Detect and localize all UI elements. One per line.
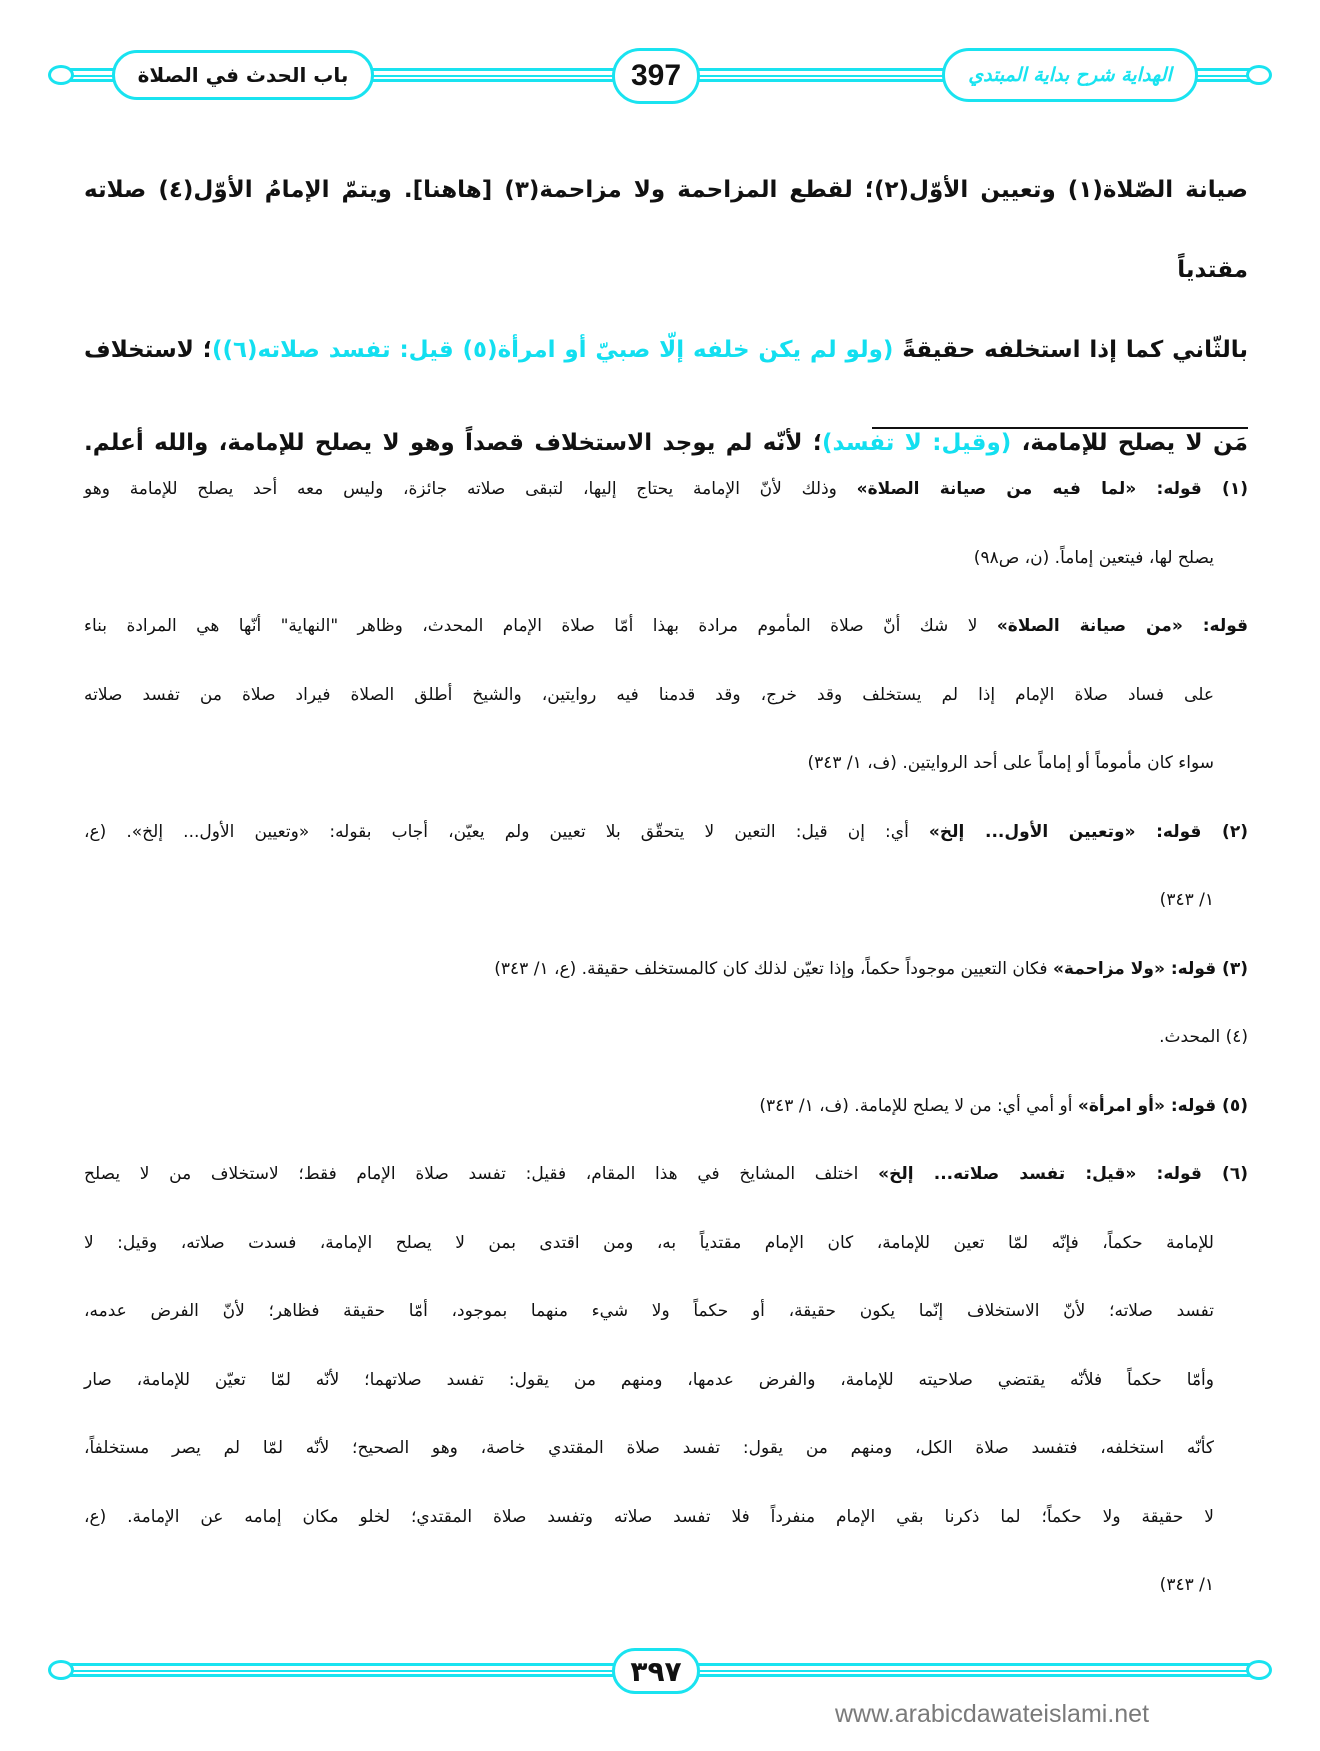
footnote-text: اختلف المشايخ في هذا المقام، فقيل: تفسد صلاة الإمام فقط؛ لاستخلاف من لا يصلح (84, 1164, 879, 1184)
footnote-line (84, 1560, 1248, 1629)
footnote-line (84, 670, 1248, 739)
footnote-text: (٤) المحدث. (1159, 1027, 1248, 1047)
footnote-line (84, 601, 1248, 670)
footnote-line (84, 1355, 1248, 1424)
footnote-line (84, 1492, 1248, 1561)
footnote-line (84, 944, 1248, 1013)
footnote-line (84, 533, 1248, 602)
footnote-line (84, 807, 1248, 876)
footnote-lemma: (١) قوله: «لما فيه من صيانة الصلاة» (856, 479, 1248, 499)
text-segment: ؛ لاستخلاف (84, 337, 212, 363)
footnote-text: تفسد صلاته؛ لأنّ الاستخلاف إنّما يكون حقيقة، أو حكماً ولا شيء منهما بموجود، أمّا حقيقة فظاهر؛ لأنّ الفرض عدمه، (84, 1301, 1214, 1321)
footnote-lemma: قوله: «من صيانة الصلاة» (996, 616, 1249, 636)
main-text-line (84, 310, 1248, 403)
footnote-text: وأمّا حكماً فلأنّه يقتضي صلاحيته للإمامة، والفرض عدمها، ومنهم من يقول: تفسد صلاتهما؛ لأنّه لمّا تعيّن للإمامة، صار (84, 1369, 1214, 1390)
website-watermark[interactable]: www.arabicdawateislami.net (835, 1700, 1150, 1728)
footnote-line (84, 875, 1248, 944)
footnote-line (84, 1149, 1248, 1218)
page-number: 397 (612, 48, 700, 104)
chapter-title: باب الحدث في الصلاة (112, 50, 374, 100)
footnote-lemma: (٢) قوله: «وتعيين الأول... إلخ» (928, 821, 1248, 842)
footer-left-endcap (48, 1660, 74, 1680)
footnote-lemma: (٣) قوله: «ولا مزاحمة» (1052, 958, 1248, 979)
footnote-line (84, 1081, 1248, 1150)
footnote-divider (872, 427, 1248, 429)
matn-quote: (ولو لم يكن خلفه إلّا صبيّ أو امرأة(٥) قيل: تفسد صلاته(٦)) (211, 337, 894, 363)
footnote-line (84, 1423, 1248, 1492)
book-title-logo: الهداية شرح بداية المبتدي (942, 48, 1198, 102)
footnote-text: على فساد صلاة الإمام إذا لم يستخلف وقد خرج، وقد قدمنا فيه روايتين، والشيخ أطلق الصلاة فيراد صلاة من تفسد صلاته (84, 684, 1214, 705)
matn-quote: (وقيل: لا تفسد) (822, 430, 1012, 456)
main-text (84, 150, 1248, 496)
footnote-text: ١/ ٣٤٣) (1159, 1575, 1214, 1595)
footnote-text: وذلك لأنّ الإمامة يحتاج إليها، لتبقى صلاته جائزة، وليس معه أحد يصلح للإمامة وهو (84, 479, 857, 499)
footnote-text: للإمامة حكماً، فإنّه لمّا تعين للإمامة، كان الإمام مقتدياً به، ومن اقتدى بمن لا يصلح الإمامة، فسدت صلاته، وقيل: لا (84, 1232, 1214, 1253)
footnote-text: كأنّه استخلفه، فتفسد صلاة الكل، ومنهم من يقول: تفسد صلاة المقتدي خاصة، وهو الصحيح؛ لأنّه لمّا لم يصر مستخلفاً، (84, 1438, 1214, 1458)
footnote-text: لا حقيقة ولا حكماً؛ لما ذكرنا بقي الإمام منفرداً فلا تفسد صلاته وتفسد صلاة المقتدي؛ لخلو مكان إمامه عن الإمامة. (ع، (84, 1506, 1214, 1527)
header-left-endcap (48, 65, 74, 85)
footnote-text: أي: إن قيل: التعين لا يتحقّق بلا تعيين ولم يعيّن، أجاب بقوله: «وتعيين الأول... إلخ». (ع، (84, 821, 929, 842)
footnote-lemma: (٥) قوله: «أو امرأة» (1077, 1095, 1248, 1116)
footnote-line (84, 1286, 1248, 1355)
footnotes (84, 464, 1248, 1629)
text-segment: مَن لا يصلح للإمامة، (1011, 430, 1248, 456)
footnote-line (84, 738, 1248, 807)
text-segment: صيانة الصّلاة(١) وتعيين الأوّل(٢)؛ لقطع المزاحمة ولا مزاحمة(٣) [هاهنا]. ويتمّ الإمامُ الأوّل(٤) صلاته مقتدياً (84, 177, 1248, 283)
text-segment: بالثّاني كما إذا استخلفه حقيقةً (893, 337, 1248, 363)
footnote-text: فكان التعيين موجوداً حكماً، وإذا تعيّن لذلك كان كالمستخلف حقيقة. (ع، ١/ ٣٤٣) (494, 958, 1053, 979)
footer-right-endcap (1246, 1660, 1272, 1680)
footnote-text: لا شك أنّ صلاة المأموم مرادة بهذا أمّا صلاة الإمام المحدث، وظاهر "النهاية" أنّها هي المرادة بناء (84, 616, 997, 636)
footer-page-number: ٣٩٧ (612, 1648, 700, 1694)
footnote-line (84, 1012, 1248, 1081)
footnote-line (84, 1218, 1248, 1287)
main-text-line (84, 150, 1248, 310)
footnote-text: ١/ ٣٤٣) (1159, 890, 1214, 910)
footnote-text: سواء كان مأموماً أو إماماً على أحد الروايتين. (ف، ١/ ٣٤٣) (807, 753, 1214, 773)
footnote-lemma: (٦) قوله: «قيل: تفسد صلاته... إلخ» (878, 1164, 1248, 1184)
footnote-text: يصلح لها، فيتعين إماماً. (ن، ص٩٨) (973, 547, 1214, 568)
footnote-text: أو أمي أي: من لا يصلح للإمامة. (ف، ١/ ٣٤٣) (759, 1095, 1078, 1116)
footnote-line (84, 464, 1248, 533)
header-right-endcap (1246, 65, 1272, 85)
text-segment: ؛ لأنّه لم يوجد الاستخلاف قصداً وهو لا يصلح للإمامة، والله أعلم. (84, 430, 823, 456)
